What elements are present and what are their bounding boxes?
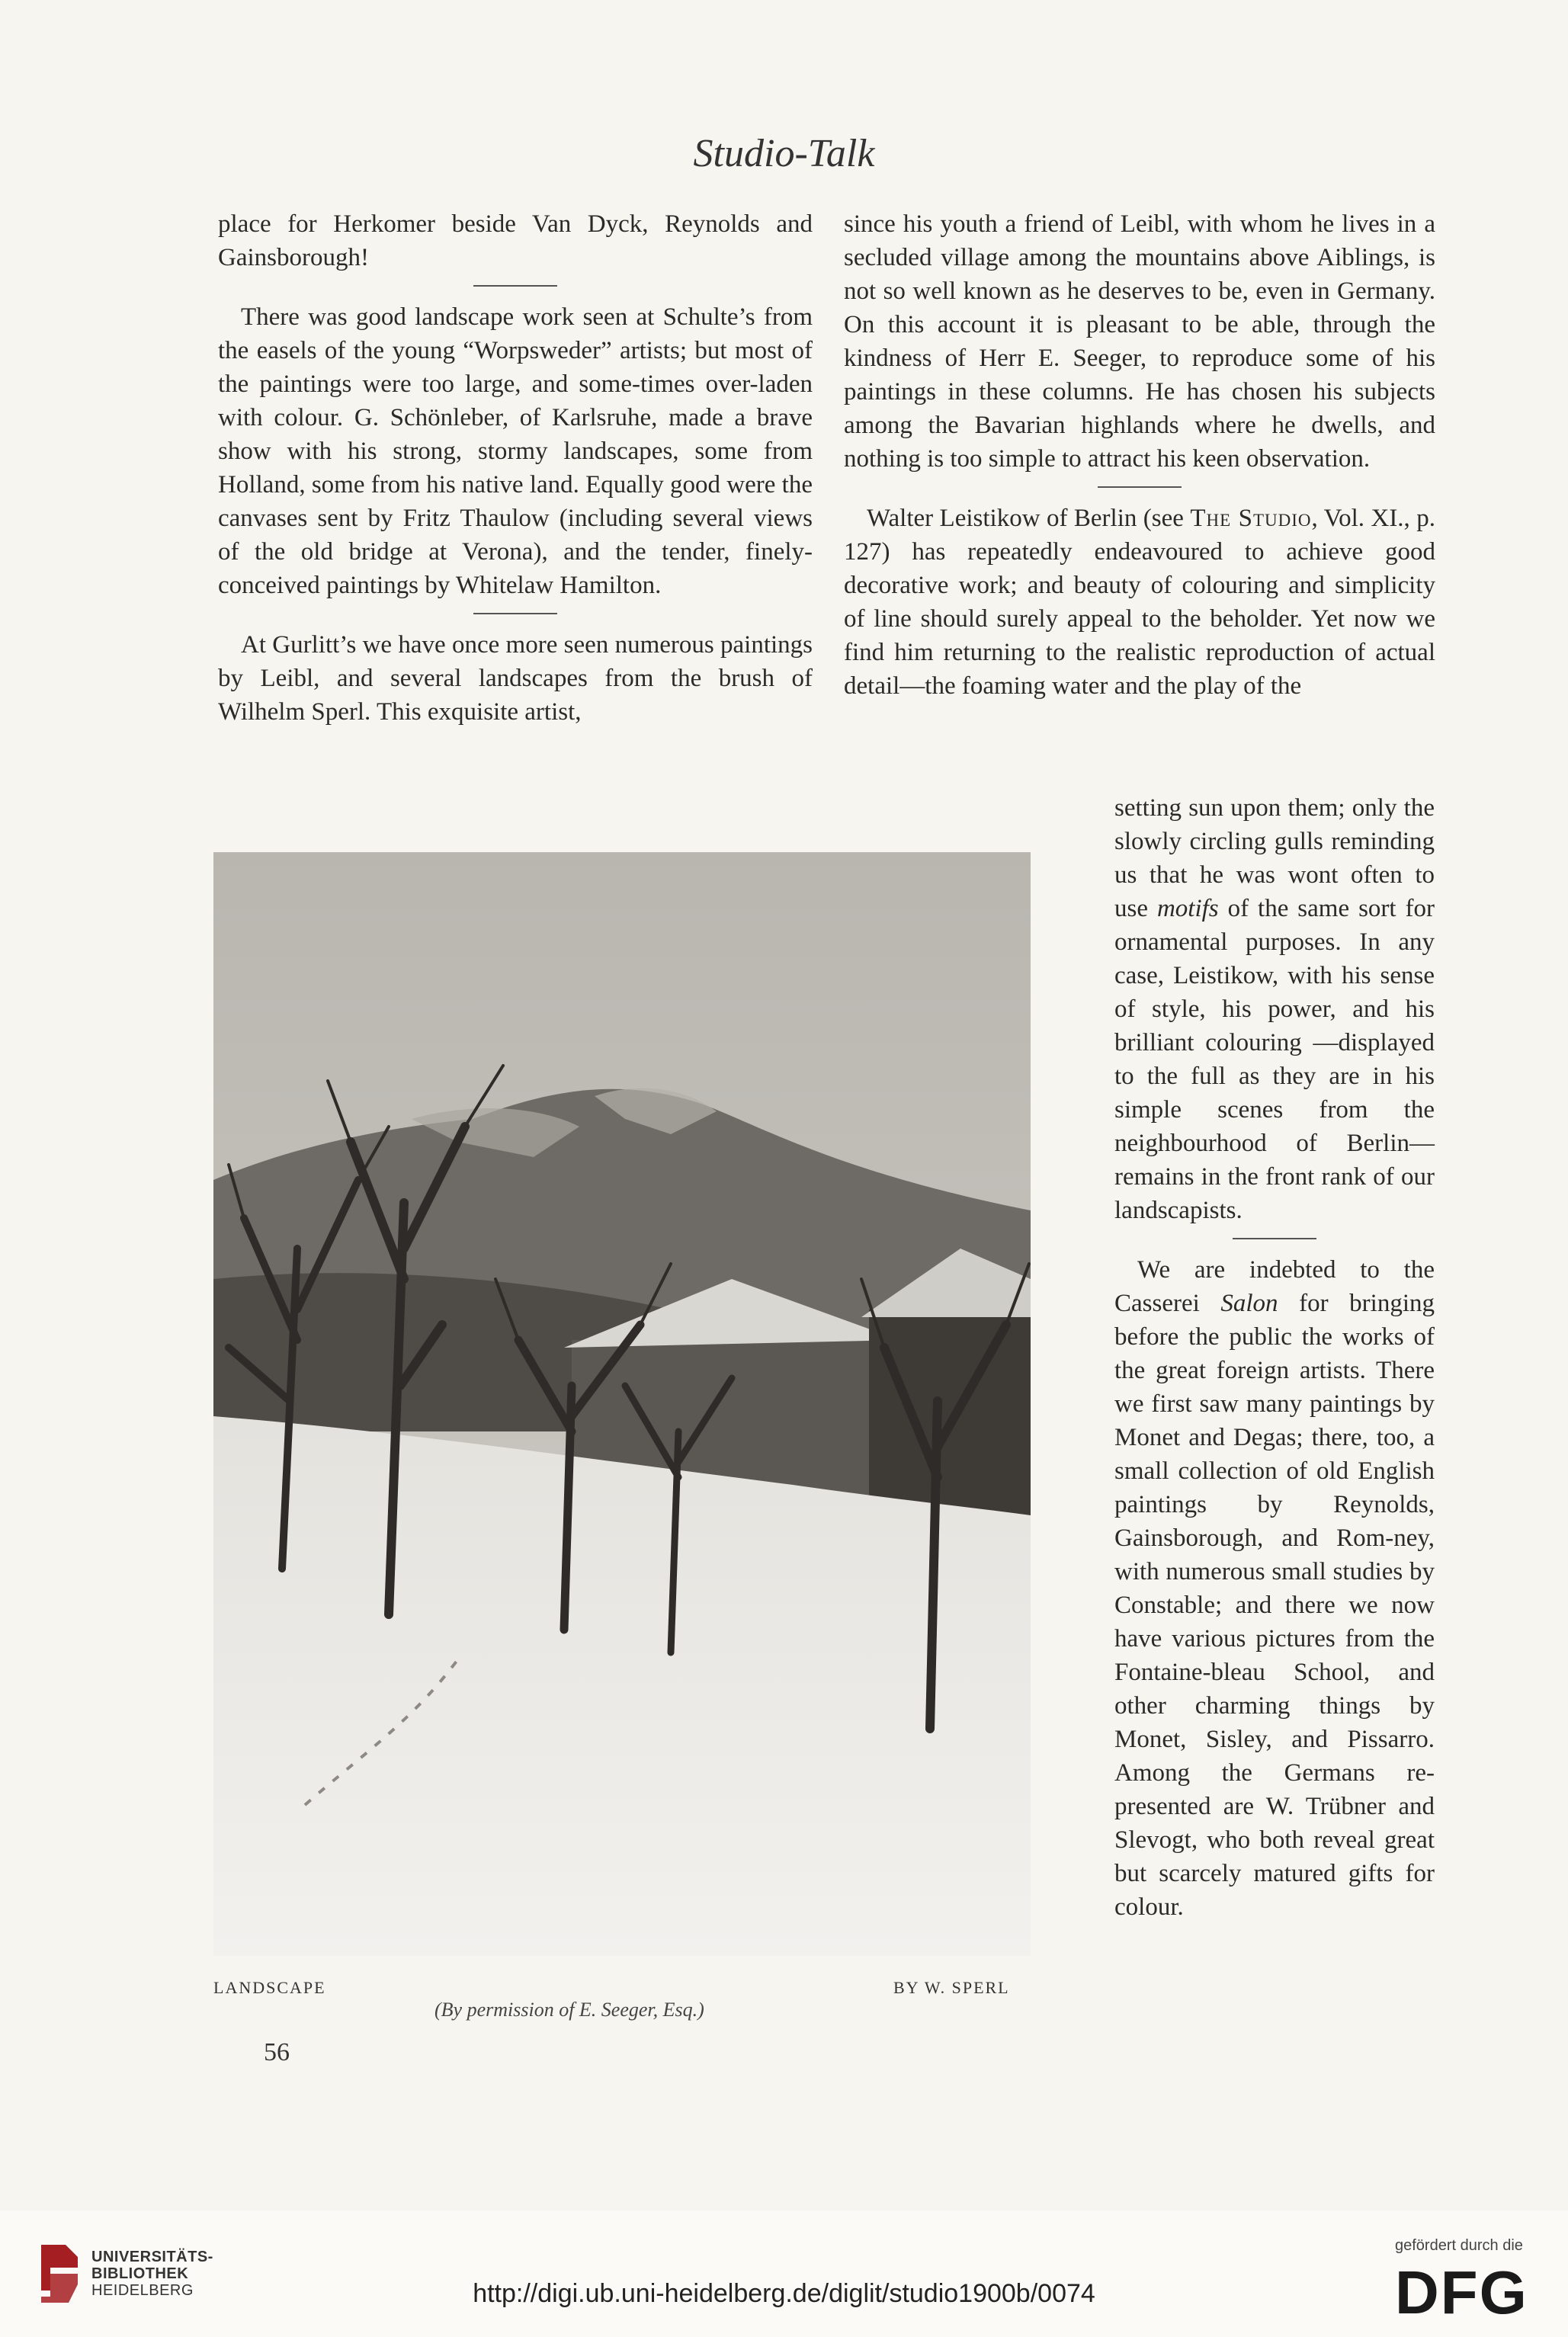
- section-divider: [473, 613, 557, 614]
- page-number: 56: [264, 2038, 290, 2066]
- left-paragraph-2: There was good landscape work seen at Schulte’s from the easels of the young “Worpsweder” artists; but most of the paintings were too large, and some-times over-laden with colour. G. Schönleber, of Karlsruhe, made a brave show with his strong, stormy landscapes, some from Holland, some from his native land. Equally good were the canvases sent by Fritz Thaulow (including several views of the old bridge at Verona), and the tender, finely-conceived paintings by Whitelaw Hamilton.: [218, 303, 813, 599]
- left-paragraph-1: place for Herkomer beside Van Dyck, Reynolds and Gainsborough!: [218, 210, 813, 271]
- studio-journal-name: The Studio: [1190, 505, 1312, 532]
- salon-word: Salon: [1220, 1290, 1278, 1317]
- library-name-line-2: BIBLIOTHEK: [91, 2265, 189, 2282]
- funded-by-label: gefördert durch die: [1395, 2237, 1523, 2254]
- library-name-line-3: HEIDELBERG: [91, 2282, 194, 2299]
- section-divider: [473, 285, 557, 287]
- left-paragraph-3: At Gurlitt’s we have once more seen numerous paintings by Leibl, and several landscapes from the brush of Wilhelm Sperl. This exquisite artist,: [218, 631, 813, 726]
- motifs-word: motifs: [1156, 895, 1219, 922]
- library-name-line-1: UNIVERSITÄTS-: [91, 2249, 213, 2265]
- right-column: [844, 207, 1435, 703]
- right-narrow-column: [1114, 791, 1435, 1924]
- narrow-text-b: of the same sort for ornamental purposes. In any case, Leistikow, with his sense of style, his power, and his brilliant colouring —displayed to the full as they are in his simple scenes from the neighbourhood of Berlin—remains in the front rank of our landscapists.: [1114, 895, 1435, 1224]
- figure-caption-title: LANDSCAPE: [213, 1978, 326, 1997]
- left-column: [218, 207, 813, 729]
- digitization-footer: [0, 2210, 1568, 2337]
- permalink-url[interactable]: http://digi.ub.uni-heidelberg.de/diglit/studio1900b/0074: [473, 2279, 1095, 2308]
- landscape-painting: [213, 852, 1031, 1956]
- narrow-paragraph-continued: [1114, 791, 1435, 1227]
- right-paragraph-2: [844, 502, 1435, 703]
- right-paragraph-2-start: Walter Leistikow of Berlin (see: [867, 505, 1191, 532]
- running-head: Studio-Talk: [693, 132, 875, 175]
- figure-caption-credit: (By permission of E. Seeger, Esq.): [434, 1999, 704, 2021]
- right-paragraph-2-rest: , Vol. XI., p. 127) has repeatedly endeavoured to achieve good decorative work; and beauty of colouring and simplicity of line should surely appeal to the beholder. Yet now we find him returning to the realistic reproduction of actual detail—the foaming water and the play of the: [844, 505, 1435, 700]
- narrow-text-c: We are indebted to the Casserei: [1114, 1256, 1435, 1317]
- section-divider: [1098, 486, 1182, 488]
- narrow-text-a: setting sun upon them; only the slowly circling gulls reminding us that he was wont often to use: [1114, 794, 1435, 922]
- dfg-logo: DFG: [1395, 2258, 1528, 2326]
- narrow-text-d: for bringing before the public the works of the great foreign artists. There we first saw many paintings by Monet and Degas; there, too, a small collection of old English paintings by Reynolds, Gainsborough, and Rom-ney, with numerous small studies by Constable; and there we now have various pictures from the Fontaine-bleau School, and other charming things by Monet, Sisley, and Pissarro. Among the Germans re-presented are W. Trübner and Slevogt, who both reveal great but scarcely matured gifts for colour.: [1114, 1290, 1435, 1921]
- right-paragraph-1: since his youth a friend of Leibl, with whom he lives in a secluded village among the mountains above Aiblings, is not so well known as he deserves to be, even in Germany. On this account it is pleasant to be able, through the kindness of Herr E. Seeger, to reproduce some of his paintings in these columns. He has chosen his subjects among the Bavarian highlands where he dwells, and nothing is too simple to attract his keen observation.: [844, 210, 1435, 473]
- figure-caption-artist: BY W. SPERL: [893, 1978, 1010, 1997]
- section-divider: [1233, 1238, 1316, 1239]
- narrow-paragraph-3: [1114, 1253, 1435, 1924]
